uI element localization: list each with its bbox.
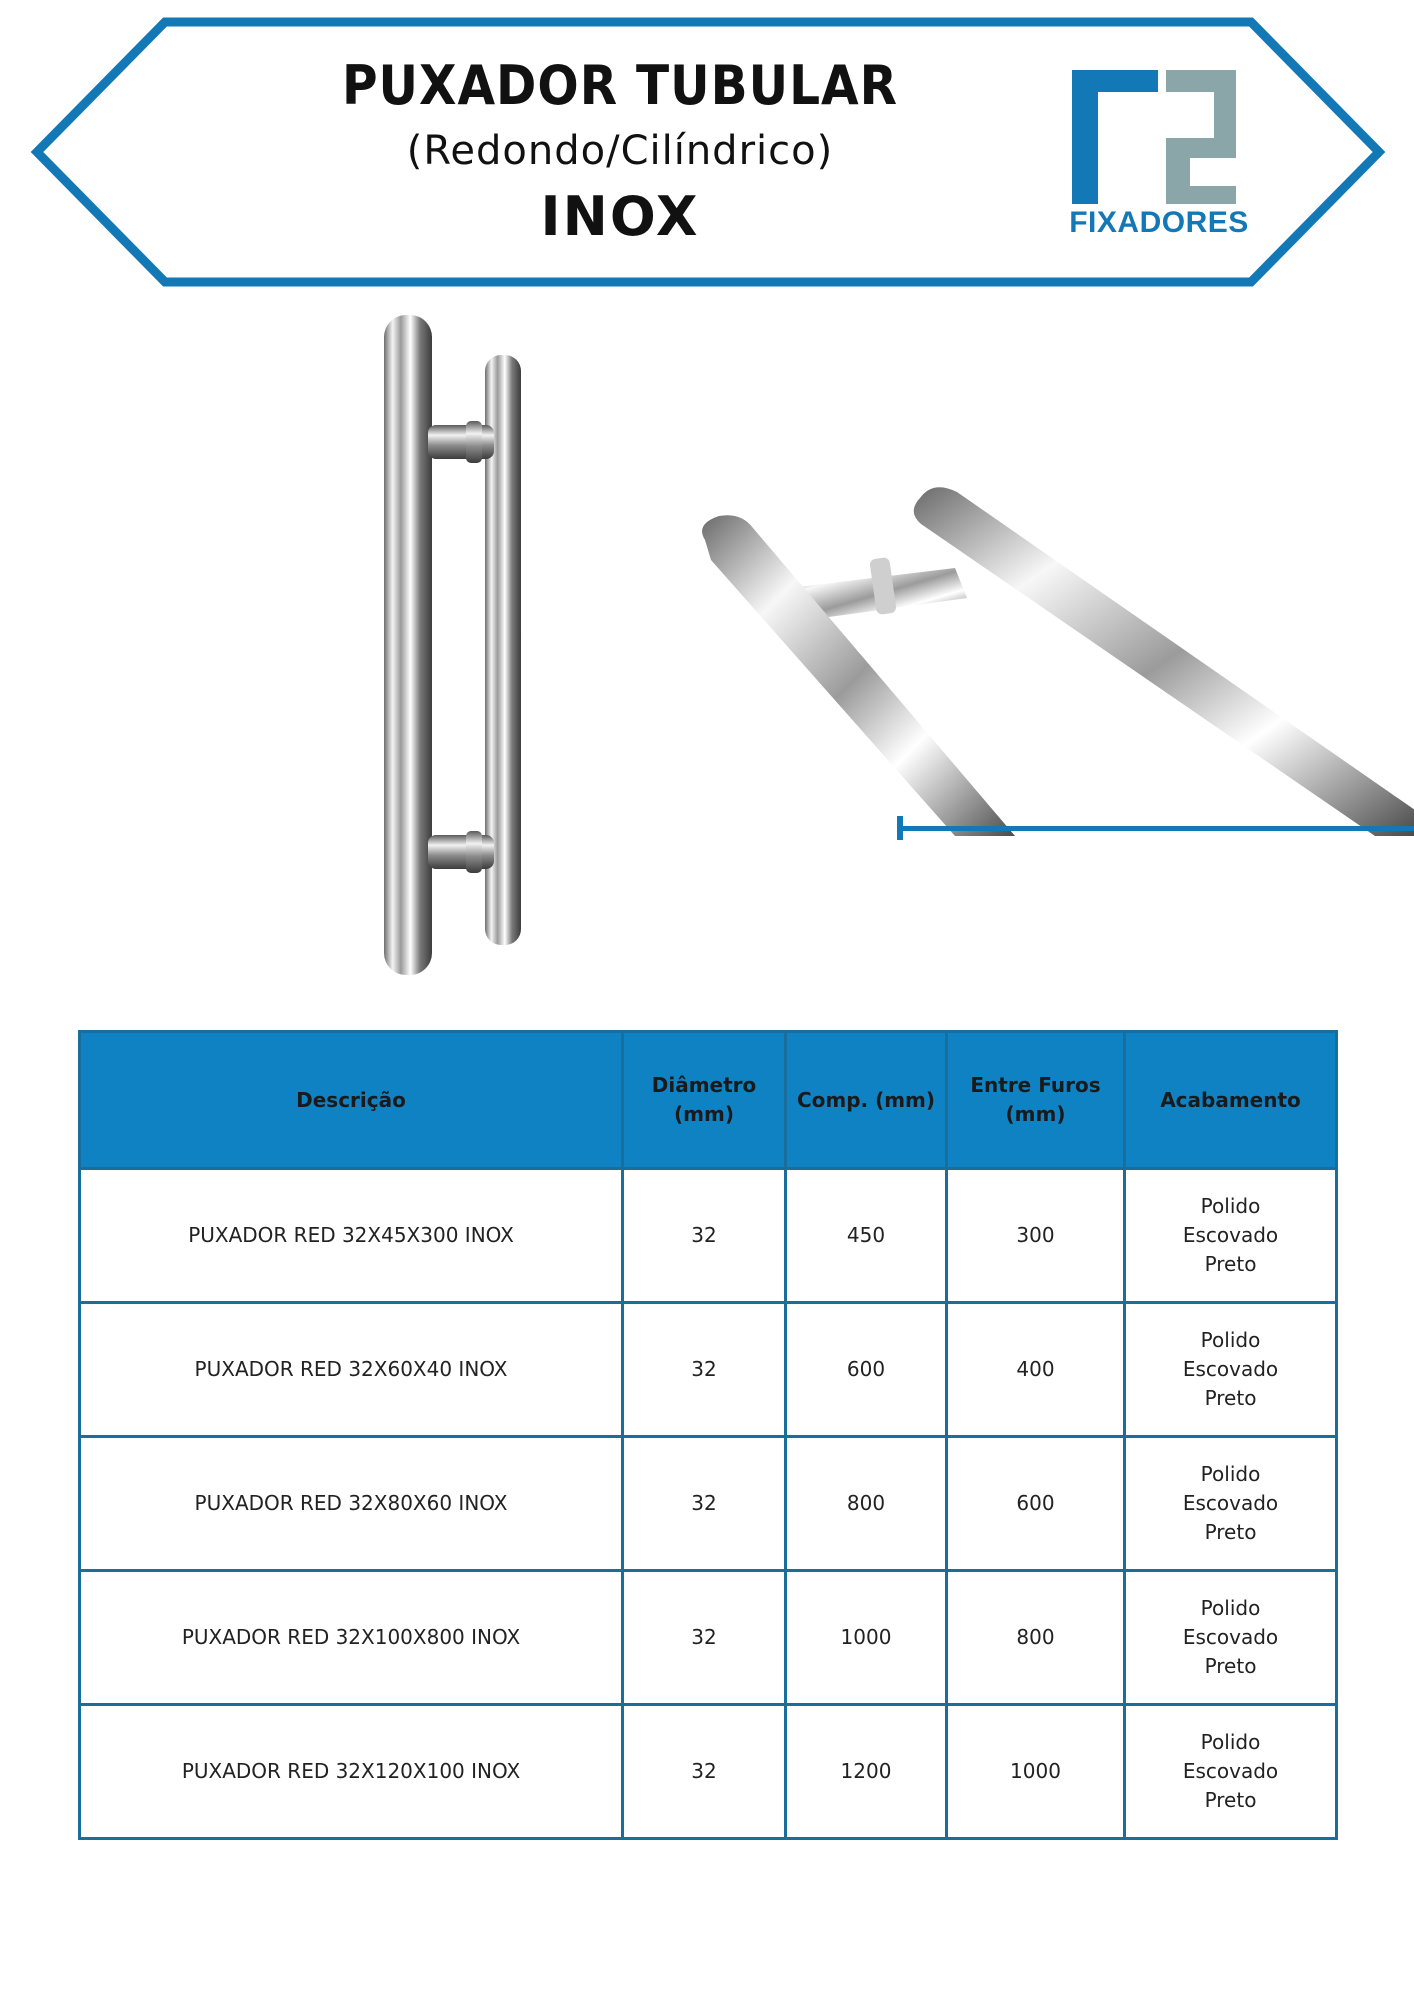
finish-option: Escovado [1182, 1357, 1279, 1381]
cell-entre-furos: 400 [947, 1303, 1125, 1437]
table-row [80, 1303, 1337, 1437]
product-photo-front [370, 315, 550, 985]
cell-descricao: PUXADOR RED 32X80X60 INOX [80, 1437, 623, 1571]
page-title: PUXADOR TUBULAR [341, 54, 899, 117]
page-subtitle: (Redondo/Cilíndrico) [406, 128, 834, 174]
finish-option: Escovado [1182, 1759, 1279, 1783]
material-label: INOX [540, 185, 700, 248]
brand-name: FIXADORES [1069, 206, 1249, 239]
cell-acabamento [1125, 1303, 1337, 1437]
cell-comp: 600 [786, 1303, 947, 1437]
cell-comp: 1000 [786, 1571, 947, 1705]
finish-option: Preto [1204, 1788, 1257, 1812]
finish-option: Preto [1204, 1386, 1257, 1410]
finish-option: Preto [1204, 1252, 1257, 1276]
finish-option: Escovado [1182, 1625, 1279, 1649]
cell-comp: 1200 [786, 1705, 947, 1839]
cell-descricao: PUXADOR RED 32X120X100 INOX [80, 1705, 623, 1839]
table-row [80, 1571, 1337, 1705]
cell-diametro: 32 [623, 1303, 786, 1437]
cell-acabamento [1125, 1705, 1337, 1839]
cell-entre-furos: 800 [947, 1571, 1125, 1705]
col-header-comp: Comp. (mm) [786, 1032, 947, 1169]
cell-diametro: 32 [623, 1437, 786, 1571]
table-header-row [80, 1032, 1337, 1169]
finish-option: Polido [1200, 1328, 1261, 1352]
cell-descricao: PUXADOR RED 32X45X300 INOX [80, 1169, 623, 1303]
cell-comp: 450 [786, 1169, 947, 1303]
title-block [330, 50, 910, 254]
finish-option: Preto [1204, 1520, 1257, 1544]
cell-acabamento [1125, 1571, 1337, 1705]
cell-descricao: PUXADOR RED 32X60X40 INOX [80, 1303, 623, 1437]
cell-diametro: 32 [623, 1169, 786, 1303]
col-header-diametro: Diâmetro (mm) [623, 1032, 786, 1169]
cell-acabamento [1125, 1169, 1337, 1303]
cell-comp: 800 [786, 1437, 947, 1571]
finish-option: Polido [1200, 1194, 1261, 1218]
finish-option: Escovado [1182, 1223, 1279, 1247]
col-header-descricao: Descrição [80, 1032, 623, 1169]
cell-acabamento [1125, 1437, 1337, 1571]
table-row [80, 1437, 1337, 1571]
cell-entre-furos: 1000 [947, 1705, 1125, 1839]
spec-table [78, 1030, 1338, 1840]
product-photo-angled [695, 480, 1414, 850]
cell-diametro: 32 [623, 1571, 786, 1705]
cell-diametro: 32 [623, 1705, 786, 1839]
finish-option: Polido [1200, 1596, 1261, 1620]
finish-option: Escovado [1182, 1491, 1279, 1515]
cell-entre-furos: 600 [947, 1437, 1125, 1571]
cell-entre-furos: 300 [947, 1169, 1125, 1303]
finish-option: Polido [1200, 1462, 1261, 1486]
col-header-entre-furos: Entre Furos (mm) [947, 1032, 1125, 1169]
col-header-acabamento: Acabamento [1125, 1032, 1337, 1169]
table-row [80, 1705, 1337, 1839]
finish-option: Polido [1200, 1730, 1261, 1754]
finish-option: Preto [1204, 1654, 1257, 1678]
table-row [80, 1169, 1337, 1303]
cell-descricao: PUXADOR RED 32X100X800 INOX [80, 1571, 623, 1705]
